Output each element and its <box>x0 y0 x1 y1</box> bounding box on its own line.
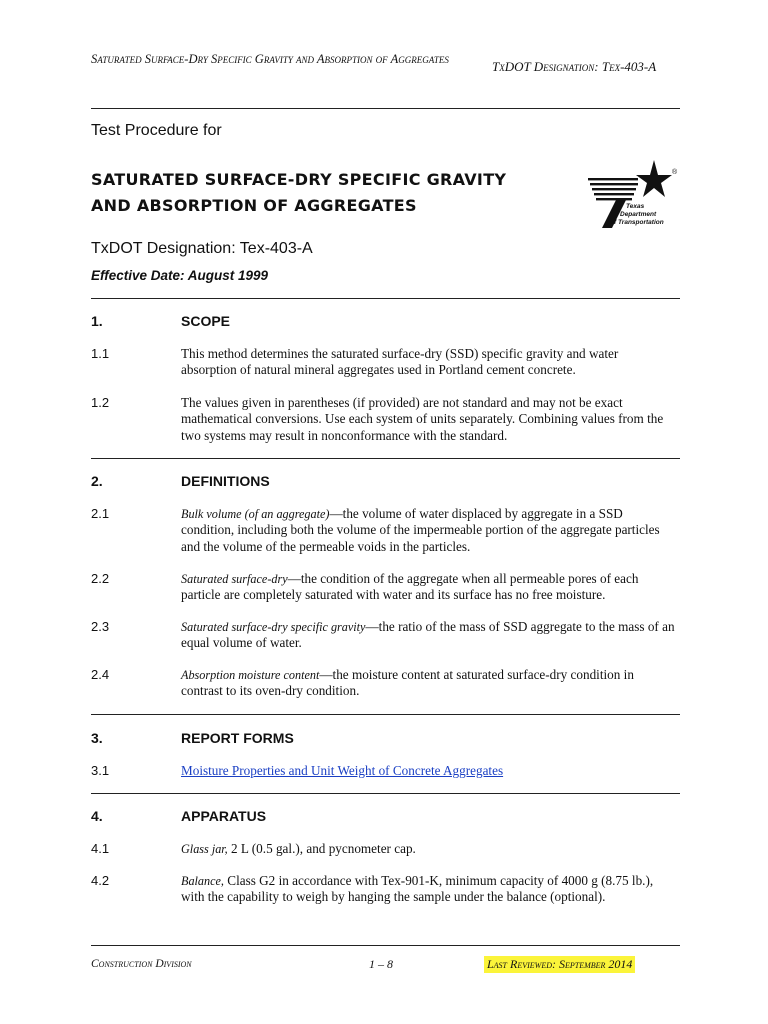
header-designation: TxDOT Designation: Tex-403-A <box>492 59 657 74</box>
logo-text-line1: Texas <box>626 203 645 210</box>
definition-term: Bulk volume (of an aggregate) <box>181 507 330 521</box>
logo-graphic <box>586 160 682 230</box>
item-number: 1.2 <box>91 395 110 410</box>
apparatus-text: Class G2 in accordance with Tex-901-K, minimum capacity of 4000 g (8.75 lb.), with the capability to weigh by hanging the sample under the balance (optional). <box>181 873 654 905</box>
logo-text-line2: Department <box>620 211 657 218</box>
apparatus-item <box>181 873 676 906</box>
section-title-definitions: DEFINITIONS <box>181 473 270 489</box>
item-number: 1.1 <box>91 346 110 361</box>
section-number: 4. <box>91 808 103 824</box>
footer-divider <box>91 945 680 946</box>
definition-item <box>181 571 676 604</box>
definition-term: Absorption moisture content <box>181 668 320 682</box>
section-divider <box>91 714 680 715</box>
apparatus-term: Glass jar, <box>181 842 228 856</box>
item-text: This method determines the saturated surface-dry (SSD) specific gravity and water absorption of natural mineral aggregates used in Portland cement concrete. <box>181 346 619 378</box>
item-number: 2.2 <box>91 571 110 586</box>
designation-heading: TxDOT Designation: Tex-403-A <box>91 240 313 257</box>
definition-text: —the ratio of the mass of SSD aggregate to the mass of an equal volume of water. <box>181 619 675 651</box>
section-number: 1. <box>91 313 103 329</box>
section-number: 2. <box>91 473 103 489</box>
section-number: 3. <box>91 730 103 746</box>
document-title-line1: SATURATED SURFACE-DRY SPECIFIC GRAVITY <box>91 170 507 189</box>
item-number: 4.1 <box>91 841 110 856</box>
item-number: 3.1 <box>91 763 110 778</box>
section-divider <box>91 793 680 794</box>
document-title-line2: AND ABSORPTION OF AGGREGATES <box>91 196 417 215</box>
definition-item <box>181 619 676 652</box>
section-divider <box>91 458 680 459</box>
section-title-scope: SCOPE <box>181 313 231 329</box>
test-procedure-label: Test Procedure for <box>91 122 222 139</box>
txdot-star-logo-icon <box>586 160 682 230</box>
footer-division: Construction Division <box>91 958 192 970</box>
header-document-title: Saturated Surface-Dry Specific Gravity and Absorption of Aggregates <box>91 52 449 66</box>
report-form-link[interactable]: Moisture Properties and Unit Weight of Concrete Aggregates <box>181 763 504 778</box>
header-divider <box>91 108 680 109</box>
definition-item <box>181 506 676 555</box>
section-title-report-forms: REPORT FORMS <box>181 730 294 746</box>
logo-registered-mark: ® <box>672 169 678 176</box>
item-number: 4.2 <box>91 873 110 888</box>
definition-term: Saturated surface-dry specific gravity <box>181 620 366 634</box>
footer-last-reviewed: Last Reviewed: September 2014 <box>484 956 635 973</box>
definition-item <box>181 667 676 700</box>
apparatus-item <box>181 841 676 857</box>
item-number: 2.1 <box>91 506 110 521</box>
item-number: 2.3 <box>91 619 110 634</box>
effective-date: Effective Date: August 1999 <box>91 268 269 283</box>
item-number: 2.4 <box>91 667 110 682</box>
section-divider <box>91 298 680 299</box>
document-title <box>91 167 561 219</box>
apparatus-text: 2 L (0.5 gal.), and pycnometer cap. <box>227 841 416 856</box>
item-text: The values given in parentheses (if provided) are not standard and may not be exact mathematical conversions. Use each system of units separately. Combining values from the two systems may result in nonconformance with the standard. <box>181 395 664 443</box>
report-form-item <box>181 763 676 779</box>
definition-term: Saturated surface-dry <box>181 572 288 586</box>
definition-text: —the moisture content at saturated surface-dry condition in contrast to its oven-dry condition. <box>181 667 634 699</box>
apparatus-term: Balance, <box>181 874 224 888</box>
section-title-apparatus: APPARATUS <box>181 808 267 824</box>
footer-page-number: 1 – 8 <box>369 957 393 971</box>
definition-text: —the volume of water displaced by aggregate in a SSD condition, including both the volume of the impermeable portion of the aggregate particles and the volume of the permeable voids in the particles. <box>181 506 660 554</box>
logo-text-line3: of Transportation <box>610 219 664 226</box>
definition-text: —the condition of the aggregate when all permeable pores of each particle are completely saturated with water and its surface has no free moisture. <box>181 571 639 603</box>
